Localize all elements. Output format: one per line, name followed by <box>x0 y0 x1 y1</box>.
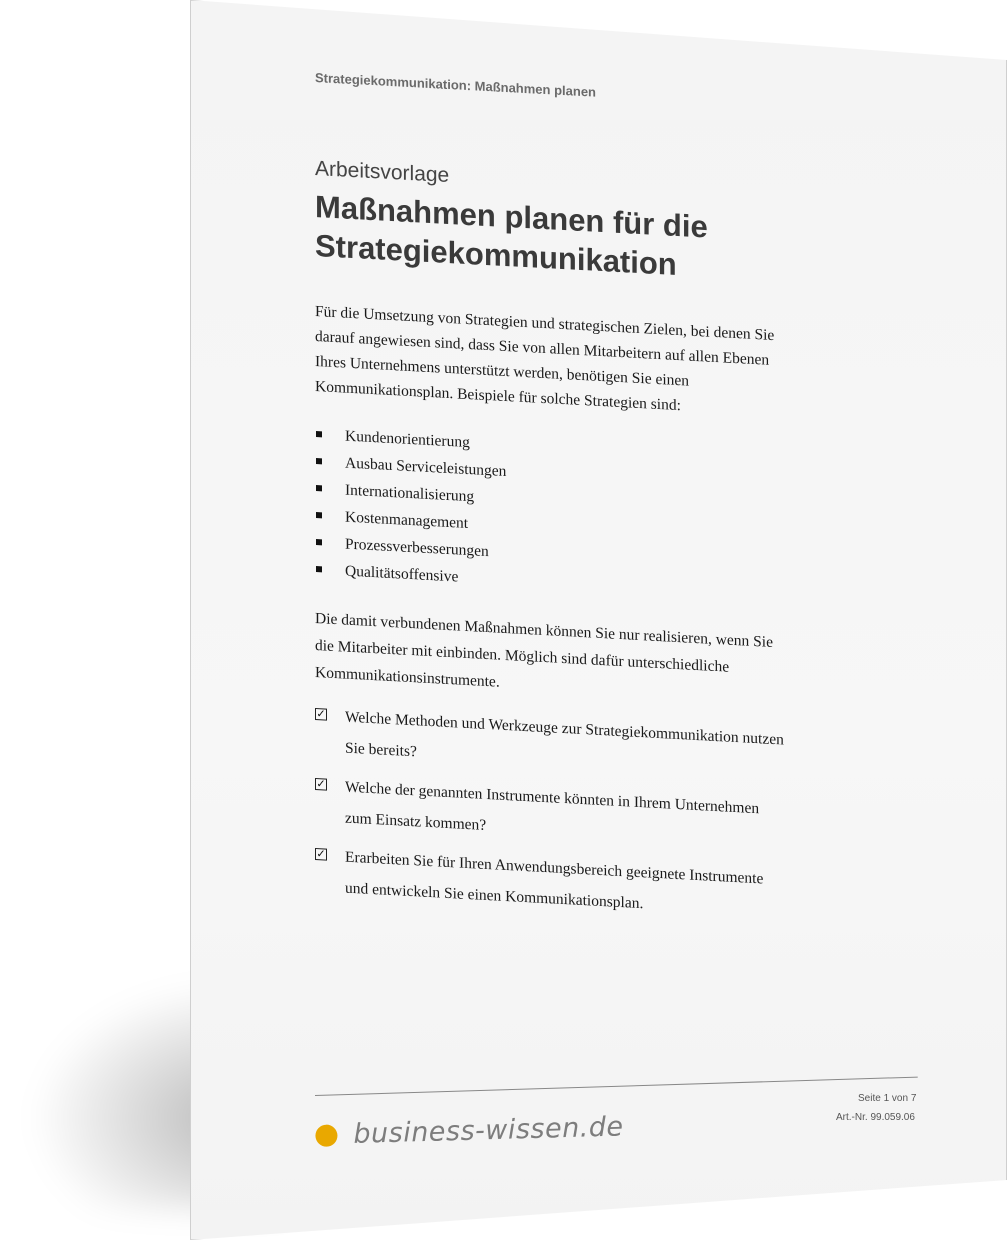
bullet-icon <box>316 458 322 464</box>
bullet-icon <box>316 566 322 572</box>
document-kicker: Arbeitsvorlage <box>315 157 450 188</box>
logo-dot-icon <box>315 1124 338 1147</box>
bullet-icon <box>316 512 322 518</box>
running-header: Strategiekommunikation: Maßnahmen planen <box>315 70 596 100</box>
checkbox-checked-icon: ✓ <box>316 847 326 861</box>
list-item-label: Ausbau Serviceleistungen <box>345 454 507 481</box>
bullet-icon <box>316 485 322 491</box>
checklist-item-label: Welche Methoden und Werkzeuge zur Strategiekommunikation nutzen Sie bereits? <box>345 708 784 761</box>
body-paragraph: Die damit verbundenen Maßnahmen können Sie nur realisieren, wenn Sie die Mitarbeiter mit einbinden. Möglich sind dafür unterschiedliche Kommunikationsinstrumente. <box>315 610 773 691</box>
checklist-item-label: Welche der genannten Instrumente könnten in Ihrem Unternehmen zum Einsatz kommen? <box>345 778 760 834</box>
page-number: Seite 1 von 7 <box>858 1093 917 1104</box>
list-item-label: Prozessverbesserungen <box>345 535 489 561</box>
document-title: Maßnahmen planen für die Strategiekommunikation <box>315 189 708 282</box>
list-item-label: Kundenorientierung <box>345 427 470 452</box>
intro-paragraph: Für die Umsetzung von Strategien und strategischen Zielen, bei denen Sie darauf angewiesen sind, dass Sie von allen Mitarbeitern auf allen Ebenen Ihres Unternehmens unterstützt werden, benötigen Sie einen Kommunikationsplan. Beispiele für solche Strategien sind: <box>315 303 775 415</box>
article-number: Art.-Nr. 99.059.06 <box>836 1112 915 1123</box>
list-item-label: Qualitätsoffensive <box>345 562 459 586</box>
task-checklist <box>315 700 925 934</box>
checkbox-checked-icon: ✓ <box>316 707 326 721</box>
list-item-label: Internationalisierung <box>345 481 475 506</box>
checkbox-checked-icon: ✓ <box>316 777 326 791</box>
bullet-icon <box>316 431 322 437</box>
strategy-list <box>315 421 925 615</box>
list-item-label: Kostenmanagement <box>345 508 469 533</box>
checklist-item-label: Erarbeiten Sie für Ihren Anwendungsbereich geeignete Instrumente und entwickeln Sie einen Kommunikationsplan. <box>345 848 764 913</box>
bullet-icon <box>316 539 322 545</box>
logo-text: business-wissen.de <box>352 1111 624 1150</box>
page-content <box>315 70 925 942</box>
